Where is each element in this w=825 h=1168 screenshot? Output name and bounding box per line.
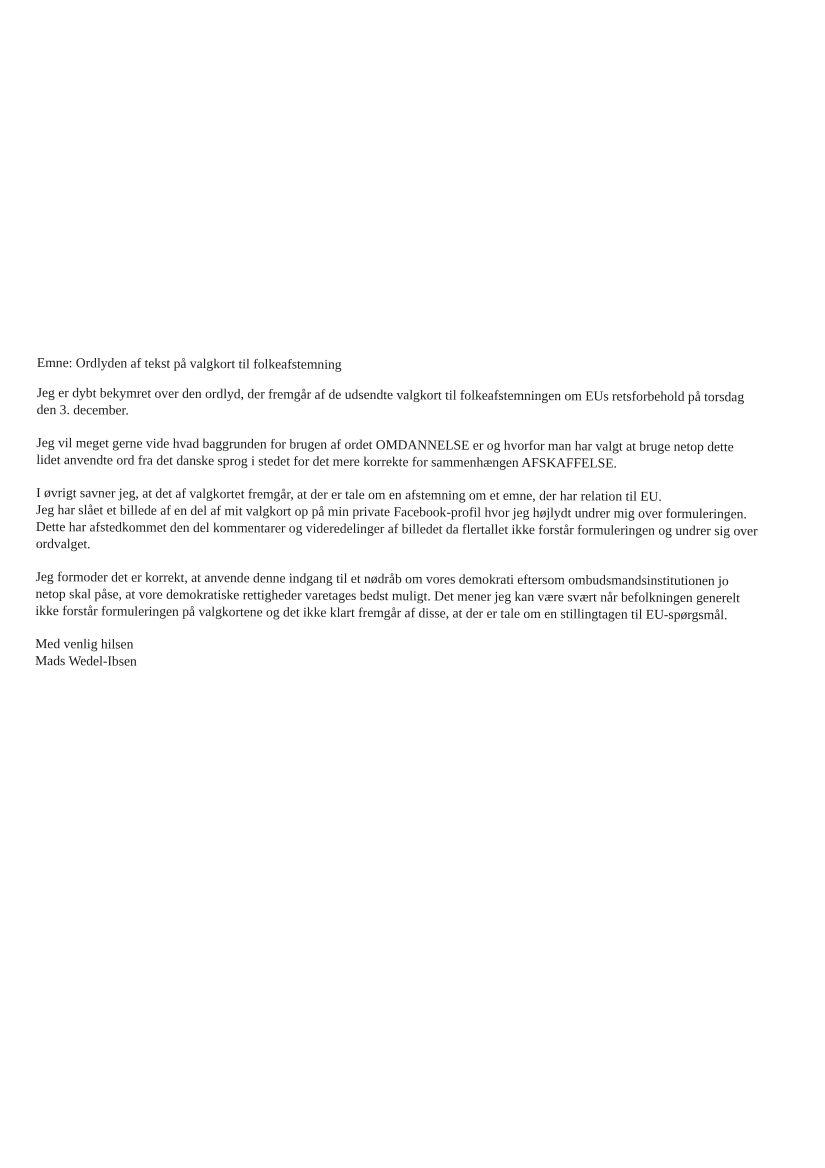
- paragraph-line: ordvalget.: [35, 535, 91, 552]
- paragraph-line: lidet anvendte ord fra det danske sprog i stedet for det mere korrekte for sammenhængen AFSKAFFELSE.: [36, 451, 618, 471]
- paragraph-line: ikke forstår formuleringen på valgkortene og det ikke klart fremgår af disse, at der er tale om en stillingtagen til EU-spørgsmål.: [35, 602, 728, 623]
- paragraph-line: Jeg er dybt bekymret over den ordlyd, der fremgår af de udsendte valgkort til folkeafstemningen om EUs retsforbehold på torsdag: [36, 384, 745, 405]
- paragraph-line: den 3. december.: [36, 401, 129, 418]
- letter-signoff: [35, 635, 813, 674]
- paragraph-facebook: [36, 484, 814, 557]
- paragraph-line: Jeg har slået et billede af en del af mit valgkort op på min private Facebook-profil hvor jeg højlydt undrer mig over formuleringen.: [36, 501, 747, 522]
- paragraph-question: [36, 434, 814, 473]
- letter-body: [35, 354, 815, 674]
- signature-name: Mads Wedel-Ibsen: [35, 652, 137, 669]
- paragraph-concern: [37, 384, 815, 423]
- closing-text: Med venlig hilsen: [35, 635, 134, 652]
- letter-subject: [37, 354, 815, 376]
- subject-line: Emne: Ordlyden af tekst på valgkort til folkeafstemning: [36, 354, 342, 372]
- paragraph-line: Dette har afstedkommet den del kommentarer og videredelinger af billedet da flertallet ikke forstår formuleringen og undrer sig over: [35, 518, 758, 539]
- paragraph-ombudsman: [35, 568, 813, 624]
- paragraph-line: Jeg formoder det er korrekt, at anvende denne indgang til et nødråb om vores demokrati eftersom ombudsmandsinstitutionen jo: [35, 568, 729, 589]
- paragraph-line: Jeg vil meget gerne vide hvad baggrunden for brugen af ordet OMDANNELSE er og hvorfor man har valgt at bruge netop dette: [36, 434, 734, 455]
- paragraph-line: I øvrigt savner jeg, at det af valgkortet fremgår, at der er tale om en afstemning om et emne, der har relation til EU.: [36, 484, 662, 504]
- paragraph-line: netop skal påse, at vore demokratiske rettigheder varetages bedst muligt. Det mener jeg kan være svært når befolkningen generelt: [35, 585, 740, 606]
